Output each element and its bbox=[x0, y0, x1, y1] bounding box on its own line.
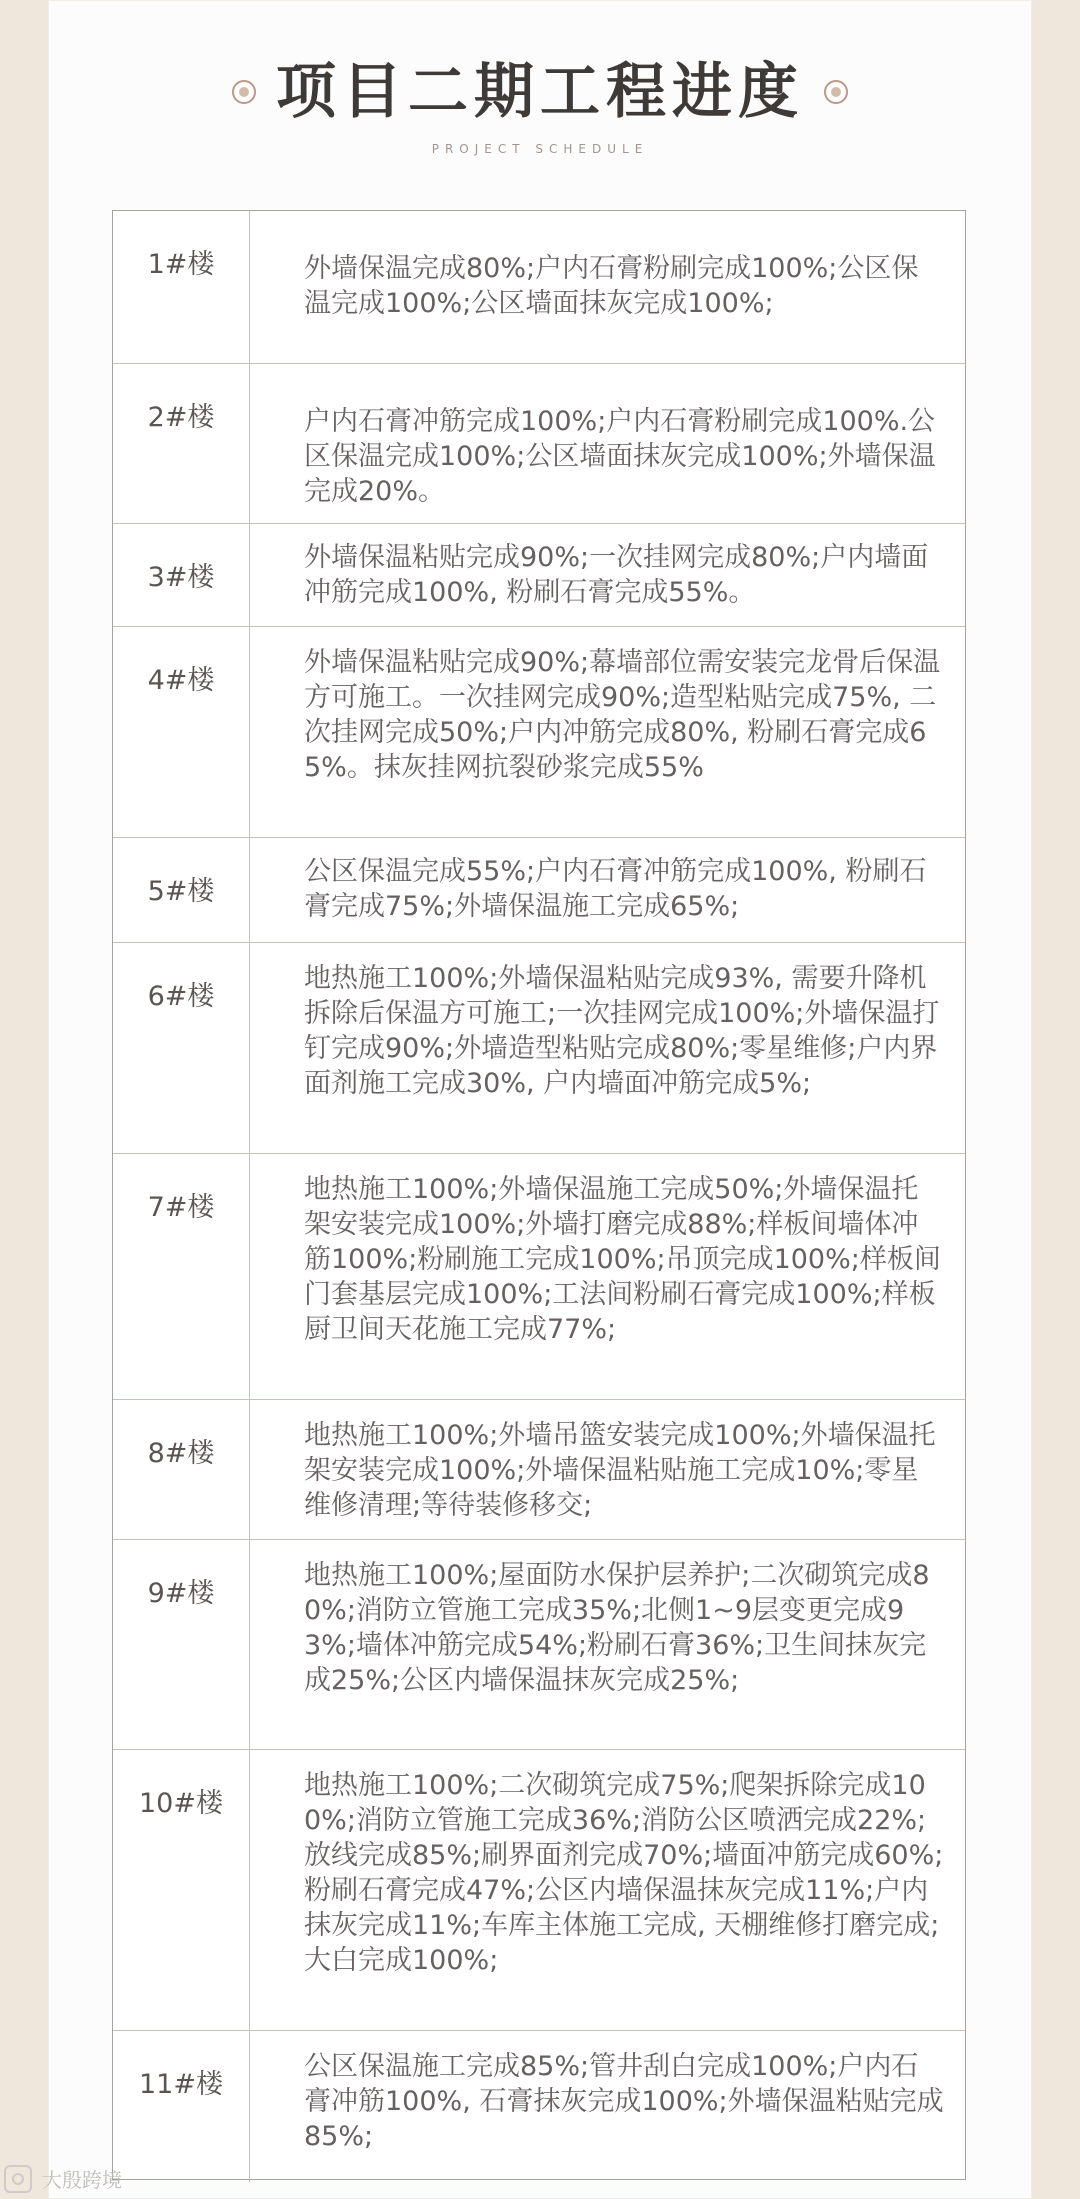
header bbox=[48, 57, 1032, 156]
floor-label: 2#楼 bbox=[113, 364, 250, 537]
progress-details: 外墙保温粘贴完成90%;一次挂网完成80%;户内墙面冲筋完成100%, 粉刷石膏完成55%。 bbox=[304, 542, 929, 608]
title-row bbox=[232, 57, 848, 127]
watermark bbox=[0, 2164, 122, 2199]
schedule-table bbox=[112, 210, 966, 2180]
progress-details: 地热施工100%;屋面防水保护层养护;二次砌筑完成80%;消防立管施工完成35%;北侧1~9层变更完成93%;墙体冲筋完成54%;粉刷石膏36%;卫生间抹灰完成25%;公区内墙保温抹灰完成25%; bbox=[304, 1560, 930, 1696]
table-row bbox=[113, 1539, 965, 1749]
progress-details: 地热施工100%;外墙保温施工完成50%;外墙保温托架安装完成100%;外墙打磨完成88%;样板间墙体冲筋100%;粉刷施工完成100%;吊顶完成100%;样板间门套基层完成100%;工法间粉刷石膏完成100%;样板厨卫间天花施工完成77%; bbox=[304, 1174, 941, 1345]
table-row bbox=[113, 626, 965, 837]
progress-details: 公区保温施工完成85%;管井刮白完成100%;户内石膏冲筋100%, 石膏抹灰完成100%;外墙保温粘贴完成85%; bbox=[304, 2051, 944, 2152]
floor-label: 11#楼 bbox=[113, 2031, 250, 2182]
floor-label: 3#楼 bbox=[113, 524, 250, 638]
floor-label: 7#楼 bbox=[113, 1154, 250, 1399]
page-subtitle: PROJECT SCHEDULE bbox=[431, 142, 649, 156]
table-row bbox=[113, 523, 965, 626]
progress-details: 地热施工100%;二次砌筑完成75%;爬架拆除完成100%;消防立管施工完成36%;消防公区喷洒完成22%;放线完成85%;刷界面剂完成70%;墙面冲筋完成60%;粉刷石膏完成47%;公区内墙保温抹灰完成11%;户内抹灰完成11%;车库主体施工完成, 天棚维修打磨完成;大白完成100%; bbox=[304, 1770, 944, 1976]
table-row bbox=[113, 942, 965, 1153]
floor-label: 1#楼 bbox=[113, 211, 250, 363]
table-row bbox=[113, 837, 965, 942]
table-row bbox=[113, 1749, 965, 2030]
floor-label: 10#楼 bbox=[113, 1750, 250, 2030]
document-page bbox=[48, 0, 1032, 2199]
progress-details: 外墙保温粘贴完成90%;幕墙部位需安装完龙骨后保温方可施工。一次挂网完成90%;造型粘贴完成75%, 二次挂网完成50%;户内冲筋完成80%, 粉刷石膏完成65%。抹灰挂网抗裂砂浆完成55% bbox=[304, 647, 941, 783]
floor-label: 6#楼 bbox=[113, 943, 250, 1153]
ornament-right-icon bbox=[824, 80, 848, 104]
table-row bbox=[113, 363, 965, 523]
progress-details: 地热施工100%;外墙保温粘贴完成93%, 需要升降机拆除后保温方可施工;一次挂网完成100%;外墙保温打钉完成90%;外墙造型粘贴完成80%;零星维修;户内界面剂施工完成30%, 户内墙面冲筋完成5%; bbox=[304, 963, 940, 1099]
ornament-left-icon bbox=[232, 80, 256, 104]
floor-label: 4#楼 bbox=[113, 627, 250, 837]
table-row bbox=[113, 1153, 965, 1399]
progress-details: 公区保温完成55%;户内石膏冲筋完成100%, 粉刷石膏完成75%;外墙保温施工完成65%; bbox=[304, 856, 927, 922]
watermark-text: 大殷跨境 bbox=[42, 2168, 122, 2192]
table-row bbox=[113, 1399, 965, 1539]
table-row bbox=[113, 2030, 965, 2179]
progress-details: 地热施工100%;外墙吊篮安装完成100%;外墙保温托架安装完成100%;外墙保温粘贴施工完成10%;零星维修清理;等待装修移交; bbox=[304, 1420, 936, 1521]
floor-label: 9#楼 bbox=[113, 1540, 250, 1749]
progress-details: 外墙保温完成80%;户内石膏粉刷完成100%;公区保温完成100%;公区墙面抹灰完成100%; bbox=[304, 253, 919, 319]
page-title: 项目二期工程进度 bbox=[276, 57, 804, 127]
floor-label: 5#楼 bbox=[113, 838, 250, 952]
progress-details: 户内石膏冲筋完成100%;户内石膏粉刷完成100%.公区保温完成100%;公区墙面抹灰完成100%;外墙保温完成20%。 bbox=[304, 406, 936, 507]
floor-label: 8#楼 bbox=[113, 1400, 250, 1551]
table-row bbox=[113, 211, 965, 363]
watermark-logo-icon bbox=[4, 2165, 32, 2193]
